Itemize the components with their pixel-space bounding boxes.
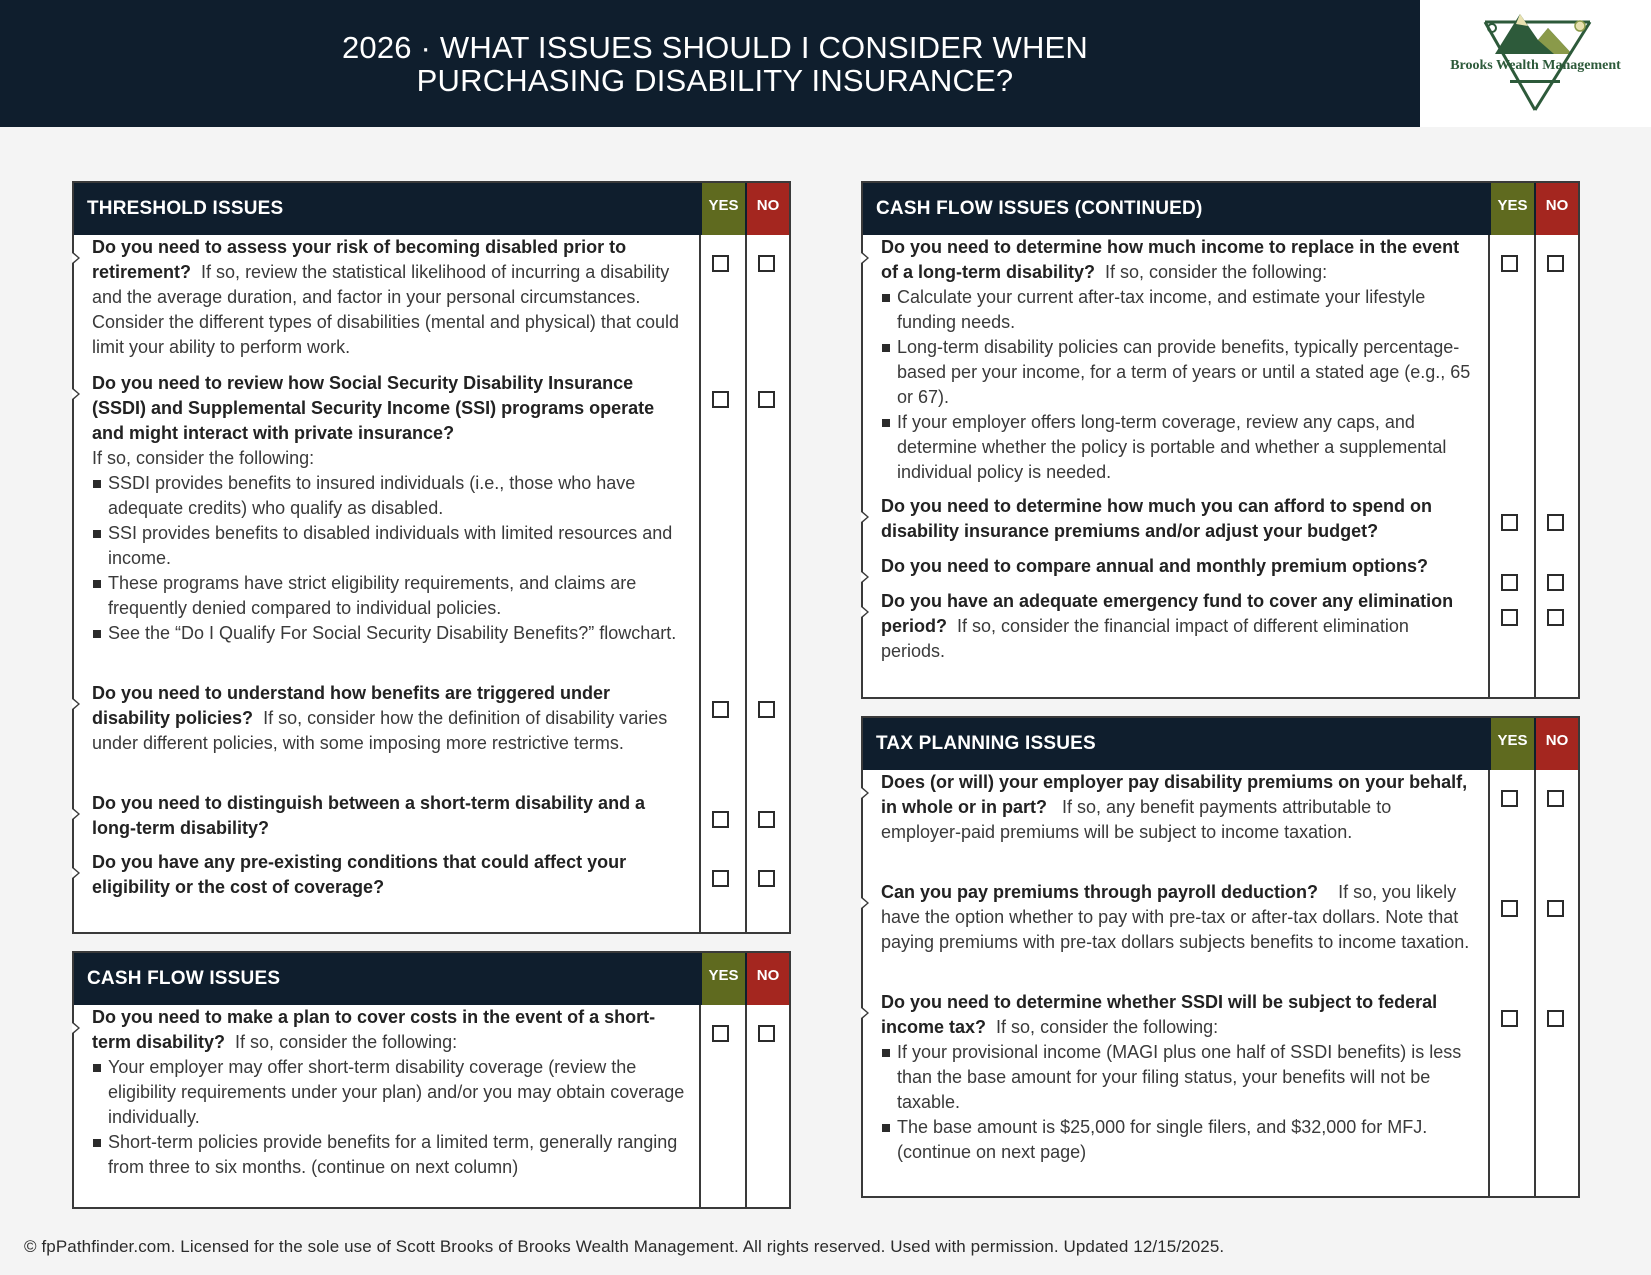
cash-flow-issues-panel <box>72 951 791 1209</box>
bullet-item: Your employer may offer short-term disability coverage (review the eligibility requirements under your plan) and/or you may obtain coverage individually. <box>92 1055 685 1130</box>
yes-cell <box>1486 990 1532 1190</box>
item-question: Do you have any pre-existing conditions that could affect your eligibility or the cost of coverage? <box>92 852 627 897</box>
item-text <box>863 554 1486 589</box>
yes-checkbox[interactable] <box>712 255 729 272</box>
item-question: Do you need to assess your risk of becoming disabled prior to retirement? <box>92 237 627 282</box>
item-lead: If so, consider the following: <box>92 448 315 468</box>
yes-checkbox[interactable] <box>1501 609 1518 626</box>
item-detail: If so, consider the following: <box>235 1032 458 1052</box>
yes-column-header: YES <box>1489 183 1534 235</box>
checklist-item <box>863 990 1578 1190</box>
bullet-list <box>92 1055 685 1180</box>
item-text <box>74 371 697 681</box>
yes-checkbox[interactable] <box>1501 900 1518 917</box>
no-cell <box>743 1005 789 1205</box>
no-checkbox[interactable] <box>758 870 775 887</box>
item-detail: If so, consider the following: <box>1105 262 1328 282</box>
checklist-item <box>74 791 789 850</box>
no-cell <box>1532 494 1578 554</box>
item-text <box>74 791 697 850</box>
checklist-item <box>863 235 1578 494</box>
checklist-item <box>863 494 1578 554</box>
yes-column-header: YES <box>1489 718 1534 770</box>
panel-title: THRESHOLD ISSUES <box>74 183 700 235</box>
item-text <box>863 880 1486 990</box>
panel-header <box>863 718 1578 770</box>
item-text <box>74 235 697 371</box>
item-text <box>863 494 1486 554</box>
logo-text: Brooks Wealth Management <box>1450 58 1621 73</box>
yes-cell <box>1486 235 1532 494</box>
yes-cell <box>697 791 743 850</box>
no-cell <box>1532 235 1578 494</box>
checklist-item <box>863 880 1578 990</box>
no-checkbox[interactable] <box>758 811 775 828</box>
item-detail: If so, consider the financial impact of different elimination periods. <box>881 616 1409 661</box>
item-text <box>74 681 697 791</box>
item-text <box>863 235 1486 494</box>
threshold-issues-panel <box>72 181 791 934</box>
item-question: Can you pay premiums through payroll deduction? <box>881 882 1319 902</box>
yes-cell <box>1486 554 1532 589</box>
no-cell <box>743 235 789 371</box>
bullet-item: Short-term policies provide benefits for a limited term, generally ranging from three to six months. (continue on next column) <box>92 1130 685 1180</box>
item-question: Do you need to distinguish between a short-term disability and a long-term disability? <box>92 793 646 838</box>
checklist-item <box>74 850 789 910</box>
item-detail: If so, review the statistical likelihood of incurring a disability and the average duration, and factor in your personal circumstances. Consider the different types of disabilities (mental and physical) that could limit your ability to perform work. <box>92 262 679 357</box>
yes-cell <box>1486 770 1532 880</box>
item-question: Do you need to determine how much income to replace in the event of a long-term disability? <box>881 237 1460 282</box>
panel-header <box>863 183 1578 235</box>
no-cell <box>1532 589 1578 689</box>
panel-body <box>863 770 1578 1196</box>
yes-checkbox[interactable] <box>1501 514 1518 531</box>
panel-body <box>863 235 1578 697</box>
no-column-header: NO <box>1534 718 1578 770</box>
panel-header <box>74 953 789 1005</box>
tax-planning-issues-panel <box>861 716 1580 1198</box>
no-cell <box>743 850 789 910</box>
yes-checkbox[interactable] <box>712 1025 729 1042</box>
no-column-header: NO <box>745 953 789 1005</box>
yes-column-header: YES <box>700 183 745 235</box>
item-question: Do you need to determine whether SSDI will be subject to federal income tax? <box>881 992 1438 1037</box>
title-line-1: 2026 · WHAT ISSUES SHOULD I CONSIDER WHEN <box>341 29 1089 65</box>
yes-checkbox[interactable] <box>712 701 729 718</box>
no-cell <box>1532 770 1578 880</box>
item-question: Does (or will) your employer pay disability premiums on your behalf, in whole or in part? <box>881 772 1468 817</box>
checklist-item <box>74 1005 789 1205</box>
yes-cell <box>1486 880 1532 990</box>
yes-cell <box>1486 494 1532 554</box>
item-question: Do you need to make a plan to cover costs in the event of a short-term disability? <box>92 1007 656 1052</box>
yes-checkbox[interactable] <box>1501 790 1518 807</box>
no-checkbox[interactable] <box>1547 900 1564 917</box>
title-line-2: PURCHASING DISABILITY INSURANCE? <box>416 62 1014 98</box>
no-checkbox[interactable] <box>758 1025 775 1042</box>
item-text <box>74 850 697 910</box>
no-checkbox[interactable] <box>758 255 775 272</box>
bullet-item: If your provisional income (MAGI plus one half of SSDI benefits) is less than the base amount for your filing status, your benefits will not be taxable. <box>881 1040 1474 1115</box>
checklist-item <box>863 589 1578 689</box>
bullet-item: Calculate your current after-tax income, and estimate your lifestyle funding needs. <box>881 285 1474 335</box>
item-question: Do you need to determine how much you can afford to spend on disability insurance premiums and/or adjust your budget? <box>881 496 1433 541</box>
item-detail: If so, consider how the definition of disability varies under different policies, with some imposing more restrictive terms. <box>92 708 668 753</box>
brand-logo <box>1420 0 1651 127</box>
no-cell <box>1532 990 1578 1190</box>
bullet-item: These programs have strict eligibility requirements, and claims are frequently denied compared to individual policies. <box>92 571 685 621</box>
checklist-item <box>74 235 789 371</box>
yes-checkbox[interactable] <box>1501 1010 1518 1027</box>
page-title <box>265 31 1165 97</box>
item-text <box>863 589 1486 689</box>
header-banner <box>0 0 1420 127</box>
yes-cell <box>1486 589 1532 689</box>
checklist-item <box>863 770 1578 880</box>
panel-header <box>74 183 789 235</box>
no-cell <box>743 371 789 681</box>
item-question: Do you need to review how Social Security Disability Insurance (SSDI) and Supplemental Security Income (SSI) programs operate and might interact with private insurance? <box>92 373 655 443</box>
no-cell <box>743 681 789 791</box>
item-question: Do you need to understand how benefits are triggered under disability policies? <box>92 683 611 728</box>
no-column-header: NO <box>745 183 789 235</box>
no-checkbox[interactable] <box>758 701 775 718</box>
no-checkbox[interactable] <box>1547 255 1564 272</box>
bullet-item: If your employer offers long-term coverage, review any caps, and determine whether the policy is portable and whether a supplemental individual policy is needed. <box>881 410 1474 485</box>
yes-column-header: YES <box>700 953 745 1005</box>
yes-cell <box>697 1005 743 1205</box>
no-checkbox[interactable] <box>1547 609 1564 626</box>
yes-checkbox[interactable] <box>712 811 729 828</box>
bullet-item: The base amount is $25,000 for single filers, and $32,000 for MFJ. (continue on next page) <box>881 1115 1474 1165</box>
no-checkbox[interactable] <box>1547 790 1564 807</box>
no-checkbox[interactable] <box>1547 1010 1564 1027</box>
bullet-list <box>881 285 1474 485</box>
bullet-item: SSI provides benefits to disabled individuals with limited resources and income. <box>92 521 685 571</box>
cash-flow-continued-panel <box>861 181 1580 699</box>
yes-checkbox[interactable] <box>1501 255 1518 272</box>
no-cell <box>1532 554 1578 589</box>
item-detail: If so, you likely have the option whether to pay with pre-tax or after-tax dollars. Note that paying premiums with pre-tax dollars subjects benefits to income taxation. <box>881 882 1470 952</box>
panel-title: CASH FLOW ISSUES (CONTINUED) <box>863 183 1489 235</box>
bullet-item: See the “Do I Qualify For Social Security Disability Benefits?” flowchart. <box>92 621 685 646</box>
no-column-header: NO <box>1534 183 1578 235</box>
panel-body <box>74 235 789 932</box>
item-text <box>74 1005 697 1205</box>
bullet-item: SSDI provides benefits to insured individuals (i.e., those who have adequate credits) who qualify as disabled. <box>92 471 685 521</box>
copyright-footer: © fpPathfinder.com. Licensed for the sole use of Scott Brooks of Brooks Wealth Management. All rights reserved. Used with permission. Updated 12/15/2025. <box>24 1237 1225 1256</box>
item-question: Do you have an adequate emergency fund to cover any elimination period? <box>881 591 1454 636</box>
bullet-item: Long-term disability policies can provide benefits, typically percentage-based per your income, for a term of years or until a stated age (e.g., 65 or 67). <box>881 335 1474 410</box>
panel-title: CASH FLOW ISSUES <box>74 953 700 1005</box>
no-checkbox[interactable] <box>1547 514 1564 531</box>
yes-checkbox[interactable] <box>712 391 729 408</box>
bullet-list <box>92 471 685 646</box>
no-checkbox[interactable] <box>758 391 775 408</box>
checklist-item <box>863 554 1578 589</box>
yes-cell <box>697 850 743 910</box>
panel-body <box>74 1005 789 1207</box>
no-cell <box>1532 880 1578 990</box>
item-detail: If so, any benefit payments attributable to employer-paid premiums will be subject to income taxation. <box>881 797 1392 842</box>
yes-cell <box>697 681 743 791</box>
checklist-item <box>74 371 789 681</box>
no-cell <box>743 791 789 850</box>
bullet-list <box>881 1040 1474 1165</box>
item-question: Do you need to compare annual and monthly premium options? <box>881 556 1429 576</box>
yes-checkbox[interactable] <box>712 870 729 887</box>
yes-cell <box>697 371 743 681</box>
yes-cell <box>697 235 743 371</box>
item-detail: If so, consider the following: <box>996 1017 1219 1037</box>
panel-title: TAX PLANNING ISSUES <box>863 718 1489 770</box>
checklist-item <box>74 681 789 791</box>
item-text <box>863 770 1486 880</box>
item-text <box>863 990 1486 1190</box>
